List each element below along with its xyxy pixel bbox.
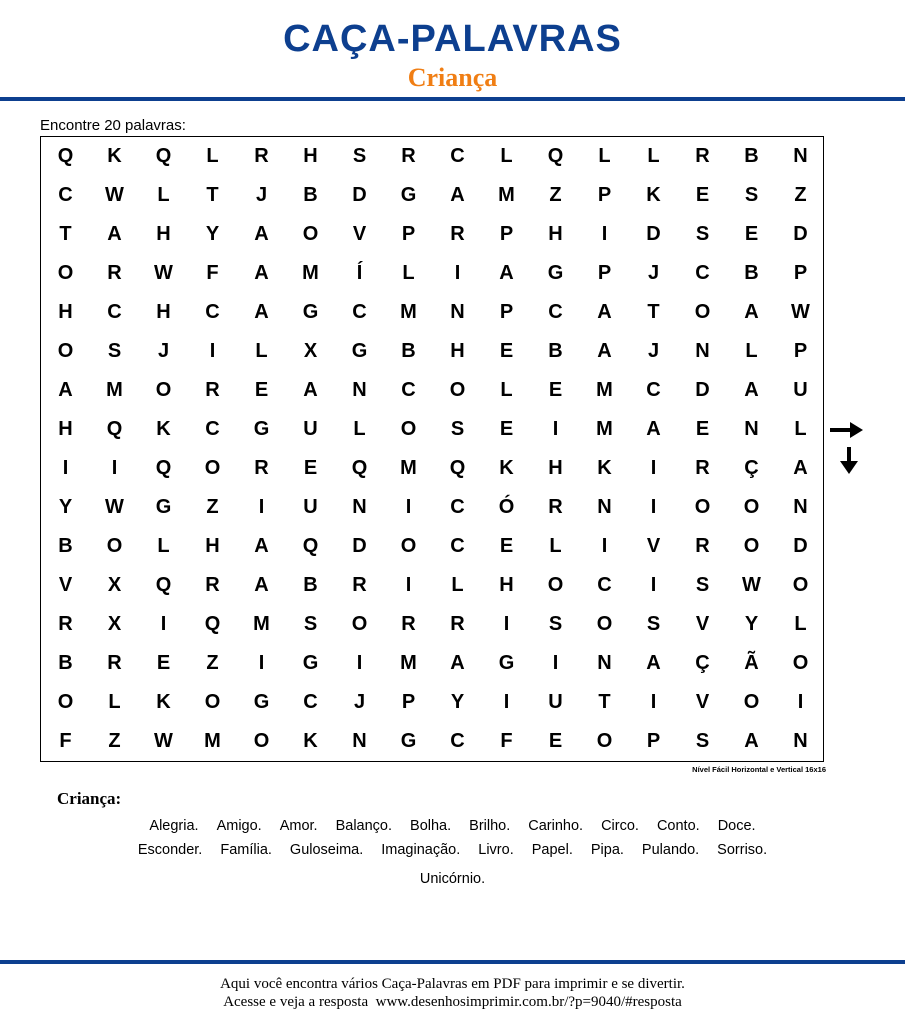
- grid-letter[interactable]: D: [646, 223, 661, 245]
- grid-letter[interactable]: H: [303, 145, 318, 167]
- grid-letter[interactable]: O: [694, 496, 711, 518]
- grid-letter[interactable]: E: [695, 418, 710, 440]
- grid-letter[interactable]: H: [58, 418, 73, 440]
- grid-letter[interactable]: N: [793, 145, 808, 167]
- grid-letter[interactable]: A: [793, 457, 808, 479]
- grid-letter[interactable]: R: [548, 496, 563, 518]
- grid-letter[interactable]: M: [400, 652, 417, 674]
- grid-letter[interactable]: W: [742, 574, 761, 596]
- grid-letter[interactable]: I: [650, 574, 657, 596]
- grid-letter[interactable]: R: [695, 457, 710, 479]
- grid-letter[interactable]: S: [646, 613, 661, 635]
- grid-letter[interactable]: T: [647, 301, 660, 323]
- word-list-row: [0, 842, 905, 858]
- grid-letter[interactable]: P: [793, 262, 808, 284]
- word-list-item: Doce.: [717, 818, 756, 834]
- grid-letter[interactable]: S: [450, 418, 465, 440]
- grid-letter[interactable]: I: [650, 691, 657, 713]
- grid-letter[interactable]: I: [160, 613, 167, 635]
- grid-letter[interactable]: R: [401, 613, 416, 635]
- grid-letter[interactable]: L: [157, 535, 170, 557]
- grid-letter[interactable]: P: [499, 223, 514, 245]
- grid-letter[interactable]: A: [597, 301, 612, 323]
- grid-letter[interactable]: E: [499, 340, 514, 362]
- grid-letter[interactable]: O: [302, 223, 319, 245]
- grid-letter[interactable]: O: [400, 535, 417, 557]
- word-list-item: Unicórnio.: [419, 871, 486, 887]
- grid-letter[interactable]: K: [107, 145, 122, 167]
- grid-letter[interactable]: O: [792, 652, 809, 674]
- grid-letter[interactable]: Q: [204, 613, 221, 635]
- grid-letter[interactable]: B: [744, 145, 759, 167]
- grid-letter[interactable]: Q: [547, 145, 564, 167]
- grid-letter[interactable]: O: [57, 340, 74, 362]
- grid-letter[interactable]: J: [647, 340, 660, 362]
- grid-letter[interactable]: G: [498, 652, 515, 674]
- grid-letter[interactable]: Z: [206, 496, 219, 518]
- grid-letter[interactable]: J: [353, 691, 366, 713]
- word-list-item: Alegria.: [149, 818, 199, 834]
- grid-letter[interactable]: B: [58, 535, 73, 557]
- grid-letter[interactable]: M: [400, 301, 417, 323]
- grid-letter[interactable]: C: [450, 496, 465, 518]
- grid-letter[interactable]: O: [155, 379, 172, 401]
- grid-letter[interactable]: Q: [57, 145, 74, 167]
- grid-letter[interactable]: Q: [106, 418, 123, 440]
- grid-letter[interactable]: H: [548, 457, 563, 479]
- grid-letter[interactable]: A: [254, 301, 269, 323]
- grid-letter[interactable]: C: [450, 535, 465, 557]
- grid-letter[interactable]: Q: [155, 457, 172, 479]
- grid-letter[interactable]: K: [303, 730, 318, 752]
- grid-letter[interactable]: Z: [549, 184, 562, 206]
- grid-letter[interactable]: S: [695, 223, 710, 245]
- grid-letter[interactable]: A: [58, 379, 73, 401]
- word-list-item: Imaginação.: [381, 842, 461, 858]
- grid-letter[interactable]: L: [157, 184, 170, 206]
- grid-letter[interactable]: Q: [302, 535, 319, 557]
- grid-letter[interactable]: O: [792, 574, 809, 596]
- grid-letter[interactable]: R: [352, 574, 367, 596]
- grid-letter[interactable]: J: [157, 340, 170, 362]
- grid-letter[interactable]: I: [356, 652, 363, 674]
- grid-letter[interactable]: S: [744, 184, 759, 206]
- grid-letter[interactable]: G: [253, 691, 270, 713]
- grid-letter[interactable]: P: [793, 340, 808, 362]
- grid-letter[interactable]: G: [302, 301, 319, 323]
- grid-letter[interactable]: G: [253, 418, 270, 440]
- grid-letter[interactable]: E: [499, 535, 514, 557]
- grid-letter[interactable]: Ó: [498, 496, 515, 518]
- grid-letter[interactable]: C: [597, 574, 612, 596]
- grid-letter[interactable]: L: [402, 262, 415, 284]
- grid-letter[interactable]: C: [352, 301, 367, 323]
- grid-letter[interactable]: Q: [155, 574, 172, 596]
- grid-letter[interactable]: I: [601, 535, 608, 557]
- grid-letter[interactable]: L: [500, 145, 513, 167]
- grid-letter[interactable]: C: [205, 418, 220, 440]
- arrow-right-icon: [830, 421, 864, 439]
- grid-letter[interactable]: N: [352, 730, 367, 752]
- grid-letter[interactable]: R: [695, 145, 710, 167]
- word-list-item: Amigo.: [216, 818, 262, 834]
- grid-letter[interactable]: X: [107, 613, 122, 635]
- grid-letter[interactable]: L: [598, 145, 611, 167]
- grid-letter[interactable]: A: [254, 262, 269, 284]
- grid-letter[interactable]: M: [302, 262, 319, 284]
- word-list-item: Pulando.: [641, 842, 700, 858]
- word-list-item: Papel.: [531, 842, 573, 858]
- grid-letter[interactable]: A: [254, 223, 269, 245]
- grid-letter[interactable]: R: [254, 145, 269, 167]
- grid-letter[interactable]: W: [791, 301, 810, 323]
- grid-letter[interactable]: C: [401, 379, 416, 401]
- grid-letter[interactable]: W: [105, 496, 124, 518]
- word-list-item: Guloseima.: [289, 842, 364, 858]
- grid-letter[interactable]: I: [503, 613, 510, 635]
- grid-letter[interactable]: L: [794, 418, 807, 440]
- grid-letter[interactable]: C: [58, 184, 73, 206]
- grid-letter[interactable]: D: [793, 223, 808, 245]
- grid-letter[interactable]: M: [498, 184, 515, 206]
- grid-letter[interactable]: D: [352, 184, 367, 206]
- grid-letter[interactable]: L: [549, 535, 562, 557]
- grid-letter[interactable]: Ã: [744, 652, 759, 674]
- grid-letter[interactable]: L: [206, 145, 219, 167]
- grid-letter[interactable]: P: [401, 691, 416, 713]
- grid-letter[interactable]: A: [744, 301, 759, 323]
- grid-letter[interactable]: T: [206, 184, 219, 206]
- grid-letter[interactable]: U: [303, 418, 318, 440]
- grid-letter[interactable]: V: [646, 535, 661, 557]
- grid-letter[interactable]: Q: [155, 145, 172, 167]
- grid-letter[interactable]: A: [254, 535, 269, 557]
- word-list-item: Circo.: [601, 818, 639, 834]
- grid-letter[interactable]: R: [107, 262, 122, 284]
- grid-letter[interactable]: O: [57, 691, 74, 713]
- grid-letter[interactable]: Ç: [695, 652, 710, 674]
- level-label: Nível Fácil Horizontal e Vertical 16x16: [692, 765, 826, 774]
- grid-letter[interactable]: C: [205, 301, 220, 323]
- grid-letter[interactable]: M: [253, 613, 270, 635]
- grid-letter[interactable]: S: [107, 340, 122, 362]
- grid-letter[interactable]: B: [548, 340, 563, 362]
- page-subtitle: Criança: [407, 63, 498, 92]
- grid-letter[interactable]: H: [548, 223, 563, 245]
- grid-letter[interactable]: A: [107, 223, 122, 245]
- grid-letter[interactable]: O: [204, 691, 221, 713]
- footer-line-2: Acesse e veja a resposta www.desenhosimprimir.com.br/?p=9040/#resposta: [223, 994, 682, 1010]
- grid-letter[interactable]: K: [156, 418, 171, 440]
- grid-letter[interactable]: N: [695, 340, 710, 362]
- word-list-title: Criança:: [57, 789, 122, 808]
- grid-letter[interactable]: R: [401, 145, 416, 167]
- grid-letter[interactable]: K: [499, 457, 514, 479]
- grid-letter[interactable]: E: [254, 379, 269, 401]
- grid-letter[interactable]: S: [352, 145, 367, 167]
- grid-letter[interactable]: Ç: [744, 457, 759, 479]
- grid-letter[interactable]: A: [499, 262, 514, 284]
- word-list-item: Livro.: [478, 842, 514, 858]
- grid-letter[interactable]: K: [156, 691, 171, 713]
- grid-letter[interactable]: O: [694, 301, 711, 323]
- grid-letter[interactable]: P: [646, 730, 661, 752]
- grid-letter[interactable]: T: [598, 691, 611, 713]
- grid-letter[interactable]: K: [597, 457, 612, 479]
- grid-letter[interactable]: L: [745, 340, 758, 362]
- grid-letter[interactable]: P: [597, 184, 612, 206]
- grid-letter[interactable]: A: [450, 184, 465, 206]
- grid-letter[interactable]: N: [793, 730, 808, 752]
- grid-letter[interactable]: E: [303, 457, 318, 479]
- grid-letter[interactable]: W: [154, 262, 173, 284]
- grid-letter[interactable]: E: [156, 652, 171, 674]
- word-list-item: Esconder.: [137, 842, 203, 858]
- grid-letter[interactable]: E: [744, 223, 759, 245]
- grid-letter[interactable]: O: [596, 613, 613, 635]
- grid-letter[interactable]: H: [499, 574, 514, 596]
- grid-letter[interactable]: R: [58, 613, 73, 635]
- grid-letter[interactable]: B: [303, 574, 318, 596]
- grid-letter[interactable]: I: [405, 574, 412, 596]
- word-list-item: Pipa.: [590, 842, 624, 858]
- grid-letter[interactable]: B: [744, 262, 759, 284]
- grid-letter[interactable]: O: [253, 730, 270, 752]
- grid-letter[interactable]: P: [597, 262, 612, 284]
- grid-letter[interactable]: P: [499, 301, 514, 323]
- grid-letter[interactable]: I: [405, 496, 412, 518]
- word-search-grid: [40, 136, 824, 762]
- word-list-item: Conto.: [656, 818, 700, 834]
- grid-letter[interactable]: A: [744, 379, 759, 401]
- grid-letter[interactable]: R: [254, 457, 269, 479]
- grid-letter[interactable]: D: [793, 535, 808, 557]
- grid-letter[interactable]: A: [450, 652, 465, 674]
- grid-letter[interactable]: F: [59, 730, 72, 752]
- grid-letter[interactable]: O: [596, 730, 613, 752]
- word-list-item: Bolha.: [410, 818, 452, 834]
- grid-letter[interactable]: I: [258, 496, 265, 518]
- grid-letter[interactable]: S: [303, 613, 318, 635]
- grid-letter[interactable]: H: [156, 301, 171, 323]
- grid-letter[interactable]: O: [743, 535, 760, 557]
- grid-letter[interactable]: G: [400, 730, 417, 752]
- grid-letter[interactable]: N: [597, 652, 612, 674]
- grid-letter[interactable]: N: [352, 496, 367, 518]
- grid-letter[interactable]: U: [548, 691, 563, 713]
- grid-letter[interactable]: M: [596, 418, 613, 440]
- grid-letter[interactable]: J: [255, 184, 268, 206]
- grid-letter[interactable]: G: [400, 184, 417, 206]
- grid-letter[interactable]: F: [206, 262, 219, 284]
- grid-letter[interactable]: L: [353, 418, 366, 440]
- grid-letter[interactable]: I: [503, 691, 510, 713]
- grid-letter[interactable]: A: [646, 652, 661, 674]
- grid-letter[interactable]: I: [111, 457, 118, 479]
- grid-letter[interactable]: K: [646, 184, 661, 206]
- grid-letter[interactable]: I: [650, 457, 657, 479]
- grid-letter[interactable]: L: [794, 613, 807, 635]
- grid-letter[interactable]: U: [793, 379, 808, 401]
- grid-letter[interactable]: O: [743, 496, 760, 518]
- grid-letter[interactable]: E: [499, 418, 514, 440]
- grid-letter[interactable]: R: [107, 652, 122, 674]
- grid-letter[interactable]: I: [650, 496, 657, 518]
- grid-letter[interactable]: E: [548, 730, 563, 752]
- grid-letter[interactable]: E: [548, 379, 563, 401]
- grid-letter[interactable]: F: [500, 730, 513, 752]
- grid-letter[interactable]: L: [500, 379, 513, 401]
- grid-letter[interactable]: I: [62, 457, 69, 479]
- grid-letter[interactable]: I: [552, 418, 559, 440]
- page-title: CAÇA-PALAVRAS: [283, 18, 622, 60]
- grid-letter[interactable]: M: [204, 730, 221, 752]
- arrow-down-icon: [839, 447, 859, 475]
- grid-letter[interactable]: B: [303, 184, 318, 206]
- grid-letter[interactable]: Q: [449, 457, 466, 479]
- grid-letter[interactable]: R: [205, 379, 220, 401]
- grid-letter[interactable]: L: [647, 145, 660, 167]
- grid-letter[interactable]: X: [303, 340, 318, 362]
- grid-letter[interactable]: C: [548, 301, 563, 323]
- grid-letter[interactable]: U: [303, 496, 318, 518]
- grid-letter[interactable]: V: [58, 574, 73, 596]
- header-rule: [0, 97, 905, 101]
- grid-letter[interactable]: N: [450, 301, 465, 323]
- grid-letter[interactable]: A: [646, 418, 661, 440]
- grid-letter[interactable]: Y: [205, 223, 220, 245]
- footer-rule: [0, 960, 905, 964]
- grid-letter[interactable]: H: [205, 535, 220, 557]
- grid-letter[interactable]: G: [351, 340, 368, 362]
- grid-letter[interactable]: B: [401, 340, 416, 362]
- grid-letter[interactable]: C: [646, 379, 661, 401]
- grid-letter[interactable]: O: [449, 379, 466, 401]
- grid-letter[interactable]: R: [450, 223, 465, 245]
- grid-letter[interactable]: A: [303, 379, 318, 401]
- grid-letter[interactable]: T: [59, 223, 72, 245]
- grid-letter[interactable]: H: [450, 340, 465, 362]
- instruction-text: Encontre 20 palavras:: [40, 117, 186, 134]
- grid-letter[interactable]: C: [695, 262, 710, 284]
- grid-letter[interactable]: Í: [356, 262, 363, 284]
- word-list-item: Carinho.: [528, 818, 584, 834]
- grid-letter[interactable]: W: [105, 184, 124, 206]
- grid-letter[interactable]: Z: [206, 652, 219, 674]
- grid-letter[interactable]: A: [744, 730, 759, 752]
- grid-letter[interactable]: N: [744, 418, 759, 440]
- grid-letter[interactable]: O: [57, 262, 74, 284]
- grid-letter[interactable]: O: [106, 535, 123, 557]
- grid-letter[interactable]: C: [450, 145, 465, 167]
- grid-letter[interactable]: L: [255, 340, 268, 362]
- grid-letter[interactable]: I: [552, 652, 559, 674]
- grid-letter[interactable]: A: [597, 340, 612, 362]
- grid-letter[interactable]: N: [597, 496, 612, 518]
- grid-letter[interactable]: R: [205, 574, 220, 596]
- grid-letter[interactable]: V: [352, 223, 367, 245]
- grid-letter[interactable]: M: [106, 379, 123, 401]
- grid-letter[interactable]: R: [695, 535, 710, 557]
- grid-letter[interactable]: Z: [794, 184, 807, 206]
- grid-letter[interactable]: V: [695, 691, 710, 713]
- grid-letter[interactable]: Q: [351, 457, 368, 479]
- grid-letter[interactable]: O: [400, 418, 417, 440]
- grid-letter[interactable]: C: [107, 301, 122, 323]
- grid-letter[interactable]: I: [209, 340, 216, 362]
- grid-letter[interactable]: O: [351, 613, 368, 635]
- word-list-item: Sorriso.: [717, 842, 768, 858]
- grid-letter[interactable]: R: [450, 613, 465, 635]
- grid-letter[interactable]: Y: [744, 613, 759, 635]
- grid-letter[interactable]: Y: [450, 691, 465, 713]
- grid-letter[interactable]: L: [108, 691, 121, 713]
- grid-letter[interactable]: J: [647, 262, 660, 284]
- grid-letter[interactable]: D: [352, 535, 367, 557]
- grid-letter[interactable]: A: [254, 574, 269, 596]
- grid-letter[interactable]: P: [401, 223, 416, 245]
- grid-letter[interactable]: G: [155, 496, 172, 518]
- grid-letter[interactable]: X: [107, 574, 122, 596]
- grid-letter[interactable]: Y: [58, 496, 73, 518]
- grid-letter[interactable]: G: [547, 262, 564, 284]
- grid-letter[interactable]: H: [58, 301, 73, 323]
- word-list-item: Família.: [220, 842, 272, 858]
- grid-letter[interactable]: I: [601, 223, 608, 245]
- grid-letter[interactable]: O: [743, 691, 760, 713]
- grid-letter[interactable]: B: [58, 652, 73, 674]
- grid-letter[interactable]: I: [258, 652, 265, 674]
- grid-letter[interactable]: L: [451, 574, 464, 596]
- word-list-item: Amor.: [279, 818, 318, 834]
- word-list-item: Brilho.: [469, 818, 511, 834]
- grid-letter[interactable]: S: [548, 613, 563, 635]
- grid-letter[interactable]: M: [596, 379, 613, 401]
- grid-letter[interactable]: I: [454, 262, 461, 284]
- grid-letter[interactable]: C: [303, 691, 318, 713]
- grid-letter[interactable]: O: [547, 574, 564, 596]
- grid-letter[interactable]: S: [695, 730, 710, 752]
- footer-line-1: Aqui você encontra vários Caça-Palavras em PDF para imprimir e se divertir.: [220, 976, 685, 992]
- grid-letter[interactable]: S: [695, 574, 710, 596]
- grid-letter[interactable]: Z: [108, 730, 121, 752]
- grid-letter[interactable]: G: [302, 652, 319, 674]
- grid-letter[interactable]: V: [695, 613, 710, 635]
- word-list-row: [0, 871, 905, 887]
- word-list-item: Balanço.: [335, 818, 393, 834]
- grid-letter[interactable]: W: [154, 730, 173, 752]
- grid-letter[interactable]: D: [695, 379, 710, 401]
- grid-letter[interactable]: E: [695, 184, 710, 206]
- grid-letter[interactable]: M: [400, 457, 417, 479]
- grid-letter[interactable]: H: [156, 223, 171, 245]
- grid-letter[interactable]: O: [204, 457, 221, 479]
- word-list-row: [0, 818, 905, 834]
- grid-letter[interactable]: C: [450, 730, 465, 752]
- grid-letter[interactable]: N: [352, 379, 367, 401]
- grid-letter[interactable]: N: [793, 496, 808, 518]
- grid-letter[interactable]: I: [797, 691, 804, 713]
